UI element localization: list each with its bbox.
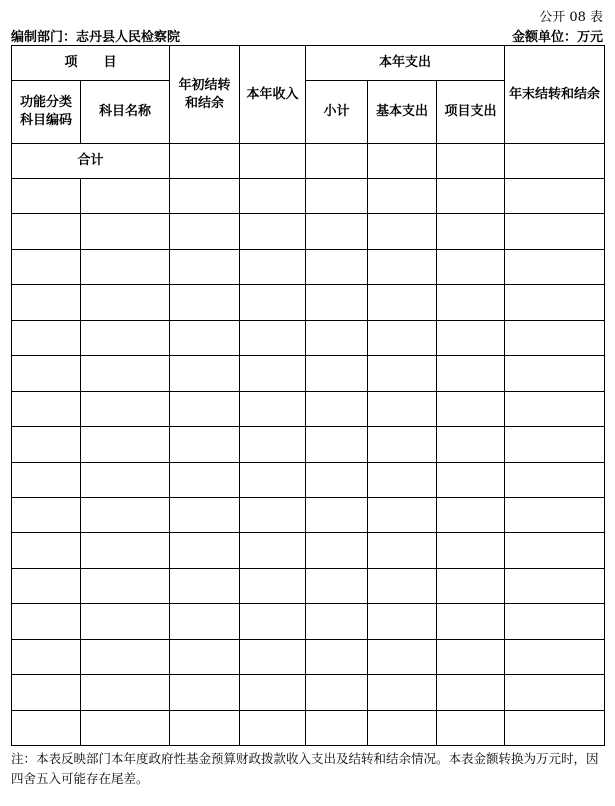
table-row [12,214,605,249]
table-cell [306,497,368,532]
table-cell [240,497,306,532]
total-cell [306,144,368,179]
table-cell [306,249,368,284]
table-cell [368,675,437,710]
table-row [12,285,605,320]
table-cell [12,497,81,532]
header-end-balance: 年末结转和结余 [505,46,605,144]
table-row [12,497,605,532]
department-label: 编制部门：志丹县人民检察院 [11,30,181,45]
table-cell [306,427,368,462]
total-cell [368,144,437,179]
table-cell [12,249,81,284]
table-cell [81,356,170,391]
table-cell [81,179,170,214]
table-cell [170,249,240,284]
table-cell [437,214,505,249]
table-row [12,462,605,497]
table-cell [12,320,81,355]
table-cell [368,179,437,214]
table-cell [505,533,605,568]
table-cell [12,391,81,426]
table-row [12,604,605,639]
table-cell [437,568,505,603]
table-cell [81,462,170,497]
table-cell [12,285,81,320]
table-cell [81,710,170,745]
table-cell [505,320,605,355]
table-cell [505,179,605,214]
table-cell [437,533,505,568]
table-cell [368,462,437,497]
table-cell [306,533,368,568]
table-cell [12,179,81,214]
table-cell [368,356,437,391]
table-row [12,568,605,603]
table-cell [81,639,170,674]
table-cell [368,391,437,426]
table-row [12,427,605,462]
table-row [12,320,605,355]
table-cell [368,568,437,603]
table-cell [170,214,240,249]
table-cell [170,427,240,462]
budget-table [11,45,605,746]
table-cell [437,285,505,320]
total-label: 合计 [12,144,170,179]
table-cell [368,533,437,568]
footnote: 注：本表反映部门本年度政府性基金预算财政拨款收入支出及结转和结余情况。本表金额转换为万元时，因四舍五入可能存在尾差。 [11,751,599,786]
table-cell [306,568,368,603]
header-item: 项 目 [12,46,170,81]
table-cell [505,427,605,462]
table-cell [12,214,81,249]
table-cell [240,604,306,639]
table-cell [81,391,170,426]
table-cell [240,249,306,284]
table-cell [306,179,368,214]
table-cell [240,179,306,214]
table-cell [437,391,505,426]
table-cell [437,179,505,214]
table-cell [368,285,437,320]
total-cell [170,144,240,179]
table-cell [306,675,368,710]
table-cell [12,675,81,710]
table-cell [12,533,81,568]
table-cell [437,320,505,355]
table-cell [437,427,505,462]
table-cell [81,533,170,568]
table-cell [368,320,437,355]
table-cell [81,214,170,249]
table-row [12,710,605,745]
table-cell [306,391,368,426]
table-cell [12,639,81,674]
table-row [12,533,605,568]
table-row [12,675,605,710]
table-row [12,391,605,426]
table-cell [170,497,240,532]
table-cell [170,675,240,710]
table-cell [437,249,505,284]
table-cell [306,356,368,391]
table-cell [170,285,240,320]
table-cell [437,356,505,391]
table-cell [368,249,437,284]
table-cell [170,639,240,674]
table-cell [437,675,505,710]
table-cell [368,427,437,462]
table-cell [12,356,81,391]
table-cell [505,604,605,639]
table-cell [81,568,170,603]
table-cell [368,497,437,532]
table-cell [240,427,306,462]
table-cell [240,214,306,249]
table-cell [505,214,605,249]
table-cell [240,710,306,745]
table-cell [170,533,240,568]
header-subject-name: 科目名称 [81,81,170,144]
table-cell [81,249,170,284]
header-basic-expense: 基本支出 [368,81,437,144]
table-cell [12,604,81,639]
header-func-code: 功能分类科目编码 [12,81,81,144]
header-project-expense: 项目支出 [437,81,505,144]
table-cell [437,710,505,745]
total-cell [240,144,306,179]
table-cell [81,285,170,320]
table-cell [81,427,170,462]
table-cell [505,462,605,497]
table-cell [306,214,368,249]
table-cell [306,639,368,674]
table-cell [12,710,81,745]
table-cell [240,568,306,603]
table-cell [505,249,605,284]
header-expense: 本年支出 [306,46,505,81]
table-cell [170,391,240,426]
table-cell [306,285,368,320]
table-row [12,249,605,284]
table-cell [240,391,306,426]
table-cell [306,710,368,745]
total-cell [505,144,605,179]
header-income: 本年收入 [240,46,306,144]
table-cell [505,356,605,391]
total-cell [437,144,505,179]
form-number: 公开 08 表 [539,10,603,25]
table-cell [81,604,170,639]
table-cell [240,675,306,710]
table-cell [505,391,605,426]
table-cell [12,427,81,462]
table-cell [437,604,505,639]
table-cell [306,604,368,639]
table-cell [12,462,81,497]
table-cell [240,356,306,391]
table-cell [368,710,437,745]
table-cell [505,639,605,674]
table-cell [81,497,170,532]
table-cell [170,462,240,497]
table-cell [368,214,437,249]
table-cell [170,568,240,603]
table-cell [437,497,505,532]
table-cell [81,320,170,355]
table-cell [505,568,605,603]
table-cell [505,675,605,710]
table-cell [368,604,437,639]
table-cell [170,320,240,355]
table-cell [240,320,306,355]
header-subtotal: 小计 [306,81,368,144]
table-cell [81,675,170,710]
table-cell [240,285,306,320]
total-row [12,144,605,179]
table-cell [437,639,505,674]
header-begin-balance: 年初结转和结余 [170,46,240,144]
table-cell [12,568,81,603]
table-cell [240,639,306,674]
table-cell [170,179,240,214]
table-cell [170,604,240,639]
table-cell [170,356,240,391]
table-row [12,356,605,391]
table-cell [240,462,306,497]
table-cell [306,462,368,497]
table-row [12,639,605,674]
table-cell [505,497,605,532]
table-row [12,179,605,214]
table-cell [368,639,437,674]
table-cell [170,710,240,745]
table-cell [240,533,306,568]
table-cell [505,285,605,320]
table-cell [306,320,368,355]
table-cell [505,710,605,745]
table-cell [437,462,505,497]
unit-label: 金额单位：万元 [511,30,603,45]
